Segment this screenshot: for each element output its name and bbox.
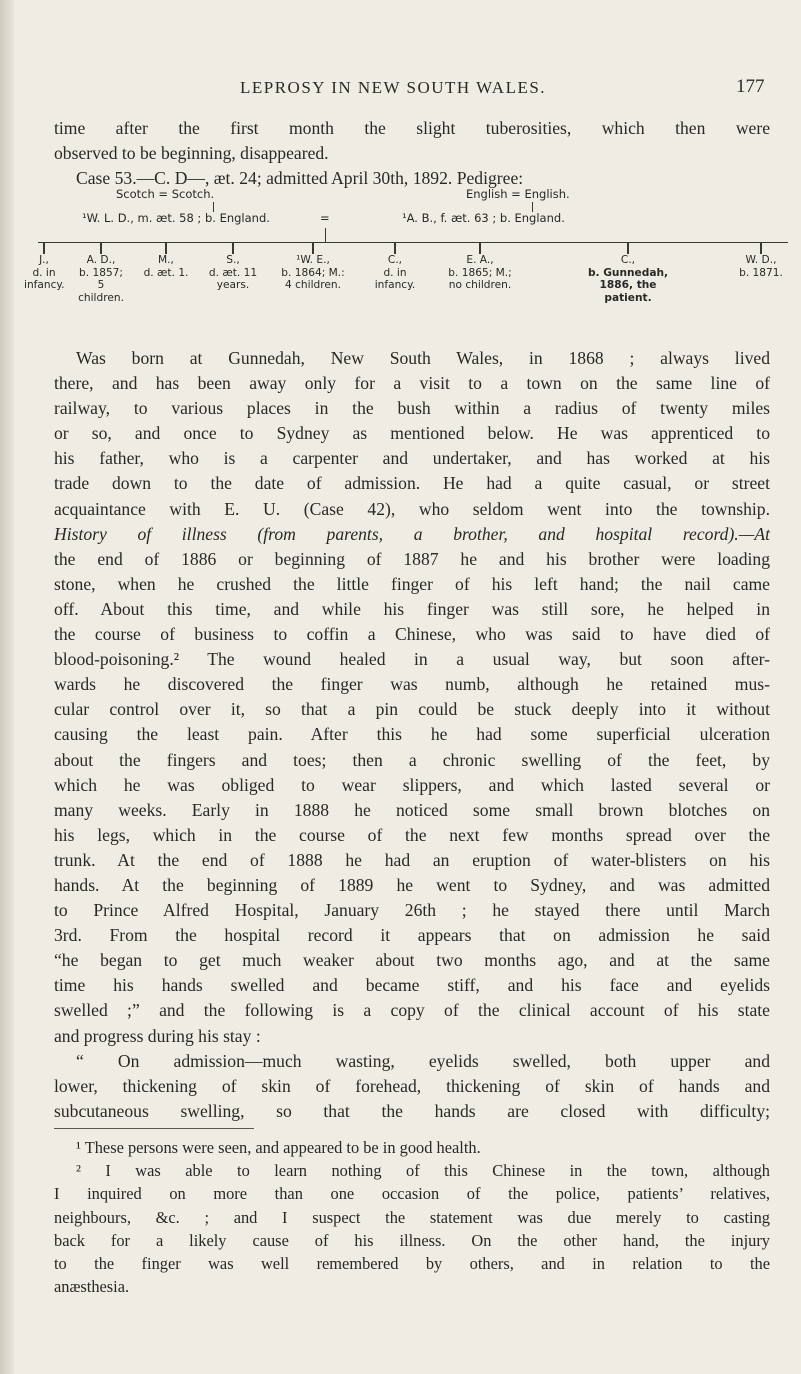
- case-heading-line: Case 53.—C. D—, æt. 24; admitted April 30th, 1892. Pedigree:: [76, 168, 524, 189]
- text-line: lower, thickening of skin of forehead, thickening of skin of hands and: [54, 1075, 770, 1096]
- text-line: stone, when he crushed the little finger of his left hand; the nail came: [54, 573, 770, 594]
- text-line: or so, and once to Sydney as mentioned below. He was apprenticed to: [54, 423, 770, 444]
- text-line-history: History of illness (from parents, a brother, and hospital record).—At: [54, 523, 770, 544]
- text-line: causing the least pain. After this he had some superficial ulceration: [54, 724, 770, 745]
- text-line: Was born at Gunnedah, New South Wales, in 1868 ; always lived: [76, 348, 770, 368]
- text-line: hands. At the beginning of 1889 he went to Sydney, and was admitted: [54, 874, 770, 895]
- text-line: and progress during his stay :: [54, 1025, 261, 1046]
- pedigree-father: ¹W. L. D., m. æt. 58 ; b. England.: [82, 211, 270, 225]
- footnote-line: anæsthesia.: [54, 1277, 130, 1297]
- footnote-2: ² I was able to learn nothing of this Chinese in the town, although: [76, 1161, 770, 1181]
- page-gutter-shadow: [0, 0, 14, 1374]
- intro-paragraph: [54, 116, 770, 191]
- text-line: trunk. At the end of 1888 he had an eruption of water-blisters on his: [54, 849, 770, 870]
- pedigree-child: W. D., b. 1871.: [732, 242, 790, 279]
- pedigree-mother: ¹A. B., f. æt. 63 ; b. England.: [402, 211, 565, 225]
- text-line: trade down to the date of admission. He had a quite casual, or street: [54, 473, 770, 494]
- pedigree-child: S., d. æt. 11 years.: [198, 242, 268, 292]
- text-line: many weeks. Early in 1888 he noticed some small brown blotches on: [54, 799, 770, 820]
- text-line: 3rd. From the hospital record it appears that on admission he said: [54, 925, 770, 946]
- text-line: “he began to get much weaker about two months ago, and at the same: [54, 950, 770, 971]
- running-head: LEPROSY IN NEW SOUTH WALES.: [240, 78, 547, 97]
- page-number: 177: [736, 76, 765, 97]
- footnote-line: back for a likely cause of his illness. On the other hand, the injury: [54, 1230, 770, 1250]
- text-line: time after the first month the slight tuberosities, which then were: [54, 118, 770, 138]
- text-line: time his hands swelled and became stiff, and his face and eyelids: [54, 975, 770, 996]
- text-line: “ On admission—much wasting, eyelids swelled, both upper and: [76, 1050, 770, 1071]
- text-line: about the fingers and toes; then a chronic swelling of the feet, by: [54, 749, 770, 770]
- pedigree-line: [325, 228, 326, 242]
- text-line: there, and has been away only for a visit to a town on the same line of: [54, 373, 770, 394]
- pedigree-child: M., d. æt. 1.: [136, 242, 196, 279]
- case-narrative: [54, 346, 770, 1124]
- pedigree-child: C., d. in infancy.: [364, 242, 426, 292]
- text-line: wards he discovered the finger was numb, although he retained mus-: [54, 674, 770, 695]
- pedigree-grandparents-right: English = English.: [466, 187, 570, 201]
- text-line: swelled ;” and the following is a copy of the clinical account of his state: [54, 1000, 770, 1021]
- text-line: cular control over it, so that a pin could be stuck deeply into it without: [54, 699, 770, 720]
- text-line: his father, who is a carpenter and undertaker, and has worked at his: [54, 448, 770, 469]
- footnote-1: ¹ These persons were seen, and appeared to be in good health.: [76, 1138, 481, 1157]
- text-line: acquaintance with E. U. (Case 42), who seldom went into the township.: [54, 498, 770, 519]
- pedigree-child: J., d. in infancy.: [24, 242, 64, 292]
- text-line: which he was obliged to wear slippers, and which lasted several or: [54, 774, 770, 795]
- footnote-line: neighbours, &c. ; and I suspect the statement was due merely to casting: [54, 1207, 770, 1227]
- pedigree-child: A. D., b. 1857; 5 children.: [66, 242, 136, 304]
- pedigree-child: E. A., b. 1865; M.; no children.: [432, 242, 528, 292]
- footnote-line: I inquired on more than one occasion of the police, patients’ relatives,: [54, 1184, 770, 1204]
- text-line: off. About this time, and while his finger was still sore, he helped in: [54, 598, 770, 619]
- text-line: to Prince Alfred Hospital, January 26th ; he stayed there until March: [54, 900, 770, 921]
- text-line: blood-poisoning.² The wound healed in a usual way, but soon after-: [54, 649, 770, 670]
- footnote-rule: [54, 1128, 254, 1129]
- pedigree-child-patient: C., b. Gunnedah, 1886, the patient.: [576, 242, 680, 304]
- pedigree-marriage-sign: =: [320, 211, 330, 225]
- pedigree-child: ¹W. E., b. 1864; M.: 4 children.: [268, 242, 358, 292]
- footnote-line: to the finger was well remembered by others, and in relation to the: [54, 1254, 770, 1274]
- text-line: subcutaneous swelling, so that the hands are closed with difficulty;: [54, 1100, 770, 1121]
- footnotes: [54, 1136, 770, 1298]
- pedigree-grandparents-left: Scotch = Scotch.: [116, 187, 215, 201]
- text-line: the end of 1886 or beginning of 1887 he and his brother were loading: [54, 548, 770, 569]
- text-line: railway, to various places in the bush within a radius of twenty miles: [54, 398, 770, 419]
- text-line: the course of business to coffin a Chinese, who was said to have died of: [54, 624, 770, 645]
- text-line: observed to be beginning, disappeared.: [54, 143, 329, 164]
- text-line: his legs, which in the course of the next few months spread over the: [54, 824, 770, 845]
